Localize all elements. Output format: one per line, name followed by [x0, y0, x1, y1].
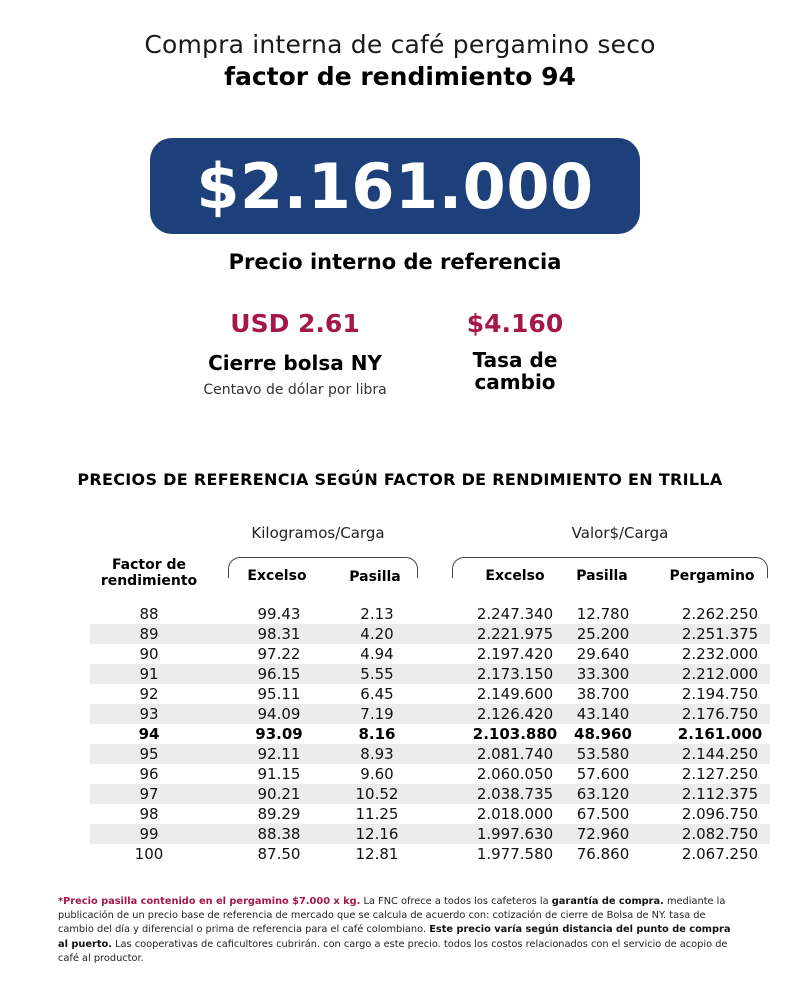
group-kg-label: Kilogramos/Carga	[251, 524, 385, 542]
col-header-factor-line1: Factor de	[111, 557, 187, 573]
cell-v-excelso: 1.977.580	[476, 845, 554, 863]
cell-kg-excelso: 87.50	[257, 845, 301, 863]
cell-kg-excelso: 97.22	[257, 645, 301, 663]
cell-v-pasilla: 76.860	[576, 845, 630, 863]
col-header-factor-line2: rendimiento	[100, 573, 198, 589]
footnote-pasilla-price: *Precio pasilla contenido en el pergamino $7.000 x kg.	[58, 896, 361, 907]
cell-kg-excelso: 91.15	[257, 765, 301, 783]
cell-v-excelso: 1.997.630	[476, 825, 554, 843]
cell-v-pasilla: 48.960	[574, 725, 632, 743]
col-header-val-pergamino: Pergamino	[669, 568, 755, 584]
cell-v-excelso: 2.149.600	[476, 685, 554, 703]
cell-kg-excelso: 88.38	[257, 825, 301, 843]
cell-kg-excelso: 95.11	[257, 685, 301, 703]
cell-kg-excelso: 89.29	[257, 805, 301, 823]
cell-kg-excelso: 93.09	[255, 725, 303, 743]
cell-v-pergamino: 2.127.250	[681, 765, 759, 783]
cell-v-excelso: 2.247.340	[476, 605, 554, 623]
cell-factor: 92	[139, 685, 159, 703]
col-header-val-excelso: Excelso	[485, 568, 545, 584]
cell-v-excelso: 2.197.420	[476, 645, 554, 663]
exchange-rate-label-line2: cambio	[474, 370, 556, 394]
reference-price-label: Precio interno de referencia	[228, 250, 562, 274]
cell-v-pasilla: 38.700	[576, 685, 630, 703]
cell-kg-pasilla: 9.60	[360, 765, 394, 783]
cell-kg-pasilla: 12.16	[355, 825, 399, 843]
cell-v-excelso: 2.060.050	[476, 765, 554, 783]
cell-v-pergamino: 2.096.750	[681, 805, 759, 823]
cell-v-pasilla: 33.300	[576, 665, 630, 683]
cell-kg-pasilla: 7.19	[360, 705, 394, 723]
footnote-text-1: La FNC ofrece a todos los cafeteros la	[360, 896, 552, 907]
table-row	[90, 644, 770, 664]
cell-kg-pasilla: 4.20	[360, 625, 394, 643]
group-value-label: Valor$/Carga	[571, 524, 669, 542]
cell-v-pasilla: 57.600	[576, 765, 630, 783]
cell-factor: 96	[139, 765, 159, 783]
cell-v-pasilla: 12.780	[576, 605, 630, 623]
reference-price-value: $2.161.000	[196, 149, 594, 223]
cell-factor: 93	[139, 705, 159, 723]
cell-kg-pasilla: 6.45	[360, 685, 394, 703]
cell-v-pergamino: 2.251.375	[681, 625, 759, 643]
cell-factor: 100	[134, 845, 164, 863]
cell-v-pasilla: 63.120	[576, 785, 630, 803]
table-row	[90, 704, 770, 724]
cell-kg-excelso: 96.15	[257, 665, 301, 683]
cell-v-excelso: 2.221.975	[476, 625, 554, 643]
cell-kg-pasilla: 12.81	[355, 845, 399, 863]
cell-v-pergamino: 2.161.000	[677, 725, 763, 743]
table-row	[90, 784, 770, 804]
cell-v-pergamino: 2.112.375	[681, 785, 759, 803]
cell-v-pasilla: 53.580	[576, 745, 630, 763]
table-row	[90, 664, 770, 684]
cell-v-pasilla: 72.960	[576, 825, 630, 843]
cell-kg-pasilla: 4.94	[360, 645, 394, 663]
cell-factor: 97	[139, 785, 159, 803]
cell-v-pergamino: 2.194.750	[681, 685, 759, 703]
col-header-val-pasilla: Pasilla	[576, 568, 628, 584]
cell-v-pergamino: 2.082.750	[681, 825, 759, 843]
cell-v-pergamino: 2.144.250	[681, 745, 759, 763]
table-row	[90, 624, 770, 644]
title-line-1: Compra interna de café pergamino seco	[144, 30, 656, 59]
cell-factor: 90	[139, 645, 159, 663]
table-section-title: PRECIOS DE REFERENCIA SEGÚN FACTOR DE RENDIMIENTO EN TRILLA	[77, 470, 723, 489]
exchange-rate-label-line1: Tasa de	[472, 348, 558, 372]
table-row	[90, 604, 770, 624]
cell-v-pasilla: 25.200	[576, 625, 630, 643]
table-row	[90, 764, 770, 784]
footnote-text-3: Las cooperativas de caficultores cubrirán. con cargo a este precio. todos los costos relacionados con el servicio de acopio de café al productor.	[58, 938, 728, 964]
cell-v-pasilla: 29.640	[576, 645, 630, 663]
cell-factor: 88	[139, 605, 159, 623]
cell-kg-pasilla: 8.16	[358, 725, 396, 743]
cell-v-excelso: 2.126.420	[476, 705, 554, 723]
cell-v-excelso: 2.018.000	[476, 805, 554, 823]
cell-kg-excelso: 99.43	[257, 605, 301, 623]
footnote-distance-note: Este precio varía según distancia del punto de compra al puerto.	[58, 924, 731, 950]
cell-kg-excelso: 94.09	[257, 705, 301, 723]
cell-kg-pasilla: 11.25	[355, 805, 399, 823]
cell-v-pasilla: 43.140	[576, 705, 630, 723]
cell-factor: 95	[139, 745, 159, 763]
cell-kg-excelso: 90.21	[257, 785, 301, 803]
cell-v-excelso: 2.038.735	[476, 785, 554, 803]
ny-close-value: USD 2.61	[230, 309, 360, 338]
cell-kg-pasilla: 8.93	[360, 745, 394, 763]
col-header-kg-excelso: Excelso	[247, 568, 307, 584]
col-header-factor	[90, 557, 208, 589]
cell-factor: 89	[139, 625, 159, 643]
title-line-2: factor de rendimiento 94	[224, 62, 576, 91]
ny-close-unit: Centavo de dólar por libra	[203, 382, 387, 398]
cell-v-pergamino: 2.232.000	[681, 645, 759, 663]
cell-kg-excelso: 92.11	[257, 745, 301, 763]
table-row	[90, 804, 770, 824]
table-row	[90, 724, 770, 744]
table-row	[90, 684, 770, 704]
cell-kg-pasilla: 2.13	[360, 605, 394, 623]
table-row	[90, 744, 770, 764]
cell-v-pergamino: 2.067.250	[681, 845, 759, 863]
cell-factor: 98	[139, 805, 159, 823]
cell-v-pergamino: 2.176.750	[681, 705, 759, 723]
cell-v-excelso: 2.081.740	[476, 745, 554, 763]
col-header-kg-pasilla: Pasilla	[349, 569, 401, 585]
cell-kg-excelso: 98.31	[257, 625, 301, 643]
cell-v-pasilla: 67.500	[576, 805, 630, 823]
reference-price-box	[150, 138, 640, 234]
exchange-rate-label	[440, 349, 590, 393]
cell-factor: 94	[138, 725, 160, 743]
cell-factor: 91	[139, 665, 159, 683]
table-row	[90, 824, 770, 844]
ny-close-label: Cierre bolsa NY	[208, 351, 382, 375]
cell-kg-pasilla: 5.55	[360, 665, 394, 683]
exchange-rate-value: $4.160	[466, 309, 564, 338]
cell-v-excelso: 2.173.150	[476, 665, 554, 683]
cell-factor: 99	[139, 825, 159, 843]
footnote-text-2: mediante la publicación de un precio base de referencia de mercado que se calcula de acuerdo con: cotización de cierre de Bolsa de NY. tasa de cambio del día y diferencial o prima de referencia para el café colombiano.	[58, 896, 726, 936]
cell-v-pergamino: 2.262.250	[681, 605, 759, 623]
table-row	[90, 844, 770, 864]
cell-kg-pasilla: 10.52	[355, 785, 399, 803]
footnote	[58, 895, 736, 966]
footnote-guarantee: garantía de compra.	[551, 896, 664, 907]
cell-v-excelso: 2.103.880	[472, 725, 558, 743]
cell-v-pergamino: 2.212.000	[681, 665, 759, 683]
